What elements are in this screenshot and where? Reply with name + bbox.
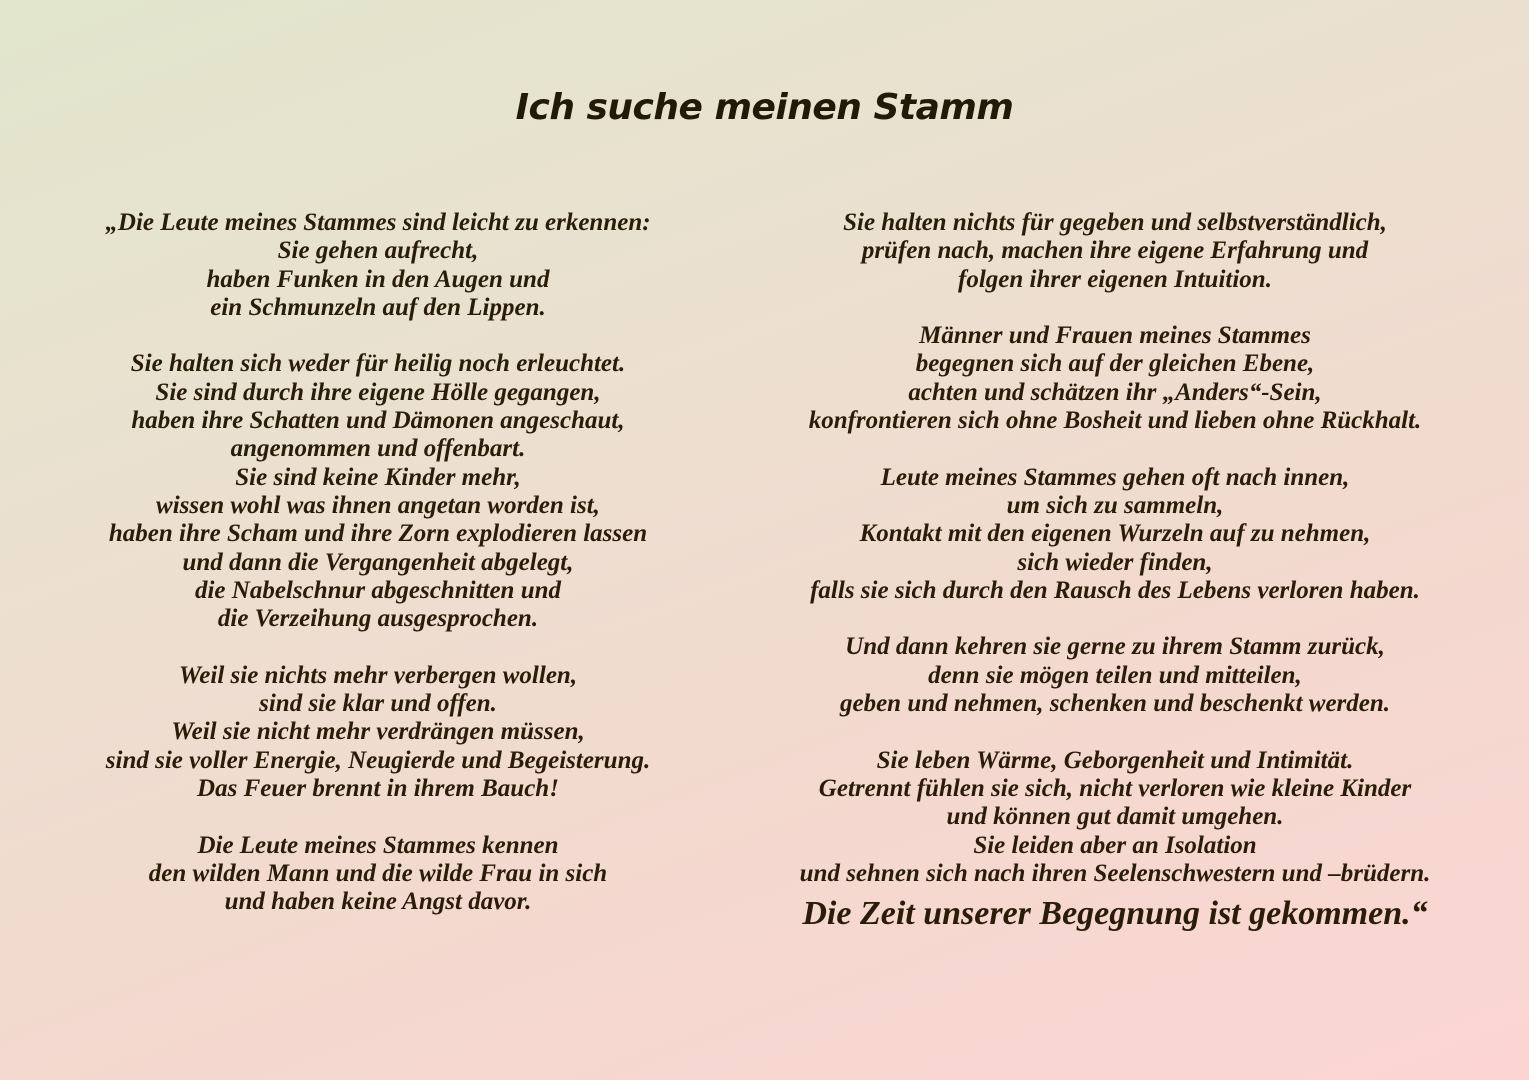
verse-line: und können gut damit umgehen. [946,803,1284,831]
stanza [745,209,1485,294]
stanza [745,464,1485,605]
verse-line: konfrontieren sich ohne Bosheit und lieben ohne Rückhalt. [808,407,1422,435]
verse-line: sind sie klar und offen. [259,690,497,718]
verse-line: Sie leiden aber an Isolation [973,831,1257,859]
verse-line: wissen wohl was ihnen angetan worden ist, [156,491,600,519]
verse-line: Sie leben Wärme, Geborgenheit und Intimität. [876,746,1354,774]
left-column [58,209,698,945]
verse-line: Das Feuer brennt in ihrem Bauch! [197,774,559,802]
verse-line: und sehnen sich nach ihren Seelenschwestern und –brüdern. [799,859,1431,887]
verse-line: denn sie mögen teilen und mitteilen, [928,661,1302,689]
verse-line: sind sie voller Energie, Neugierde und Begeisterung. [105,746,651,774]
verse-line: haben Funken in den Augen und [206,265,550,293]
verse-line: begegnen sich auf der gleichen Ebene, [915,350,1315,378]
stanza [58,209,698,322]
verse-line: folgen ihrer eigenen Intuition. [958,265,1272,293]
stanza [745,747,1485,888]
verse-line: Sie sind keine Kinder mehr, [235,463,521,491]
stanza [745,633,1485,718]
verse-line: haben ihre Schatten und Dämonen angeschaut, [131,407,625,435]
verse-line: Sie halten sich weder für heilig noch erleuchtet. [130,350,626,378]
verse-line: den wilden Mann und die wilde Frau in sich [148,859,608,887]
right-column [745,209,1485,936]
verse-line: prüfen nach, machen ihre eigene Erfahrung und [861,237,1369,265]
verse-line: geben und nehmen, schenken und beschenkt werden. [839,690,1391,718]
closing-line: Die Zeit unserer Begegnung ist gekommen.“ [802,895,1428,933]
verse-line: Sie halten nichts für gegeben und selbstverständlich, [843,209,1387,236]
verse-line: die Nabelschnur abgeschnitten und [194,576,562,604]
verse-line: Getrennt fühlen sie sich, nicht verloren wie kleine Kinder [818,774,1412,802]
verse-line: Weil sie nichts mehr verbergen wollen, [178,661,578,689]
stanza [745,322,1485,435]
verse-line: Sie sind durch ihre eigene Hölle gegangen, [155,378,601,406]
verse-line: angenommen und offenbart. [230,435,526,463]
verse-line: Leute meines Stammes gehen oft nach innen, [880,463,1350,491]
verse-line: ein Schmunzeln auf den Lippen. [210,293,546,321]
verse-line: und dann die Vergangenheit abgelegt, [182,548,574,576]
stanza [58,350,698,633]
verse-line: haben ihre Scham und ihre Zorn explodieren lassen [108,520,648,548]
poem-title: Ich suche meinen Stamm [515,87,1014,128]
verse-line: die Verzeihung ausgesprochen. [217,605,539,633]
verse-line: Die Leute meines Stammes kennen [197,831,559,859]
verse-line: und haben keine Angst davor. [224,888,532,916]
verse-line: Und dann kehren sie gerne zu ihrem Stamm zurück, [845,633,1385,661]
verse-line: Sie gehen aufrecht, [277,237,479,265]
verse-line: falls sie sich durch den Rausch des Lebens verloren haben. [810,576,1420,604]
stanza [58,832,698,917]
verse-line: Kontakt mit den eigenen Wurzeln auf zu nehmen, [859,520,1371,548]
verse-line: sich wieder finden, [1017,548,1213,576]
verse-line: Weil sie nicht mehr verdrängen müssen, [171,718,585,746]
verse-line: Männer und Frauen meines Stammes [919,322,1311,350]
verse-line: um sich zu sammeln, [1006,491,1224,519]
verse-line: „Die Leute meines Stammes sind leicht zu erkennen: [105,209,651,236]
stanza [58,662,698,803]
verse-line: achten und schätzen ihr „Anders“-Sein, [908,378,1322,406]
